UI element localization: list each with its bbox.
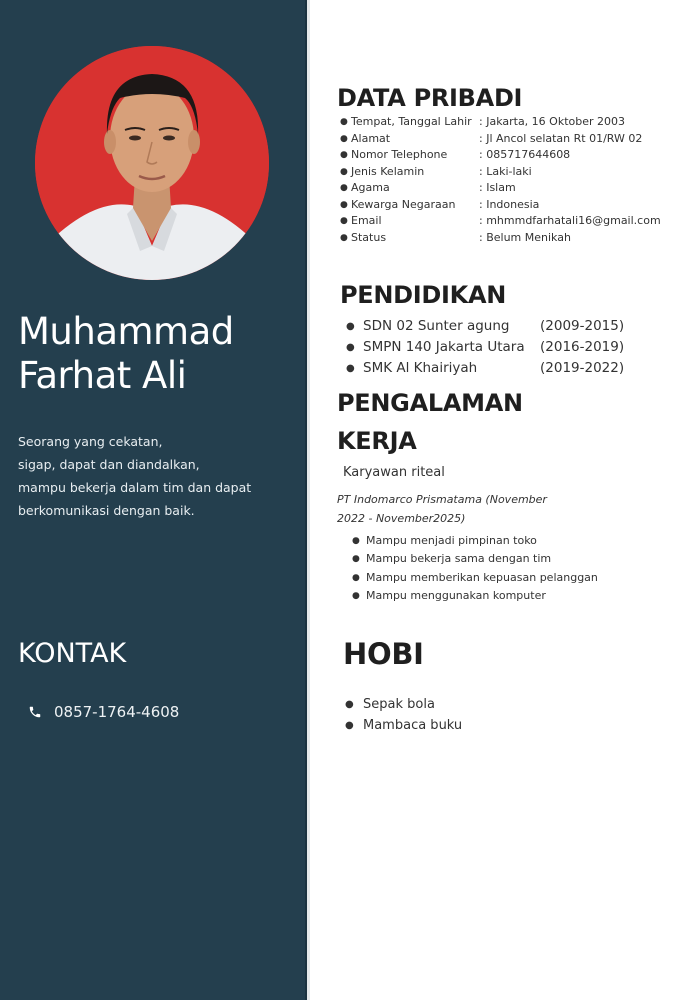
school-name: SMPN 140 Jakarta Utara [363,339,525,355]
field-value: : mhmmdfarhatali16@gmail.com [479,214,661,227]
data-pribadi-heading: DATA PRIBADI [337,84,523,112]
bullet-icon: ● [352,554,360,565]
education-item [346,337,624,358]
field-value: : 085717644608 [479,148,571,161]
phone-number: 0857-1764-4608 [54,703,180,721]
field-label: Nomor Telephone [351,148,448,161]
data-pribadi-row [340,147,661,164]
bullet-icon: ● [345,699,354,710]
skill-text: Mampu memberikan kepuasan pelanggan [366,570,598,584]
hobi-list [345,694,462,736]
hobby-text: Mambaca buku [363,718,463,733]
field-value: : Jl Ancol selatan Rt 01/RW 02 [479,131,643,145]
profile-summary [18,430,298,522]
bullet-icon: ● [352,590,360,601]
bullet-icon: ● [340,133,348,144]
data-pribadi-row [340,230,661,247]
bullet-icon: ● [345,720,354,731]
company-line-1: PT Indomarco Prismatama (November [337,493,547,506]
company-line-2: 2022 - November2025) [337,512,466,525]
sidebar [0,0,307,1000]
bullet-icon: ● [340,232,348,243]
company-info [337,490,577,528]
bullet-icon: ● [340,117,348,127]
field-label: Alamat [351,131,391,145]
skill-text: Mampu bekerja sama dengan tim [366,552,552,566]
skill-text: Mampu menggunakan komputer [366,588,546,602]
hobby-text: Sepak bola [363,697,435,712]
bullet-icon: ● [352,536,360,546]
bullet-icon: ● [340,166,348,177]
school-name: SMK Al Khairiyah [363,360,478,376]
kontak-phone [28,703,179,721]
school-years: (2016-2019) [540,339,625,355]
field-value: : Indonesia [479,197,540,211]
school-years: (2019-2022) [540,360,625,376]
pendidikan-heading: PENDIDIKAN [340,281,507,309]
field-value: : Belum Menikah [479,230,571,244]
field-label: Jenis Kelamin [351,164,425,178]
profile-photo [35,46,269,280]
summary-line: sigap, dapat dan diandalkan, [18,457,200,472]
skill-item [352,587,598,605]
field-value: : Laki-laki [479,164,532,178]
field-label: Status [351,230,387,244]
pendidikan-list [346,316,624,379]
bullet-icon: ● [346,342,355,353]
page-divider [307,0,310,1000]
summary-line: berkomunikasi dengan baik. [18,503,195,518]
name-line-2: Farhat Ali [18,354,187,397]
field-value: : Islam [479,181,516,194]
field-label: Kewarga Negaraan [351,197,456,211]
school-name: SDN 02 Sunter agung [363,318,510,334]
pengalaman-heading-line-1: PENGALAMAN [337,389,523,417]
hobby-item [345,715,462,736]
full-name [18,310,298,398]
bullet-icon: ● [340,199,348,210]
hobby-item [345,694,462,715]
job-skill-list [352,532,598,605]
summary-line: Seorang yang cekatan, [18,434,163,449]
phone-icon [28,705,42,719]
skill-item [352,550,598,568]
bullet-icon: ● [340,216,348,226]
field-value: : Jakarta, 16 Oktober 2003 [479,115,626,128]
pengalaman-heading-line-2: KERJA [337,427,417,455]
bullet-icon: ● [346,321,355,332]
summary-line: mampu bekerja dalam tim dan dapat [18,480,252,495]
job-title: Karyawan riteal [343,465,445,480]
field-label: Agama [351,181,390,194]
bullet-icon: ● [340,183,348,193]
data-pribadi-row [340,180,661,197]
education-item [346,316,624,337]
education-item [346,358,624,379]
data-pribadi-row [340,114,661,131]
kontak-heading: KONTAK [18,638,127,669]
bullet-icon: ● [346,363,355,374]
data-pribadi-row [340,131,661,148]
skill-text: Mampu menjadi pimpinan toko [366,534,537,547]
data-pribadi-row [340,197,661,214]
data-pribadi-list [340,114,661,246]
profile-photo-illustration [35,46,269,280]
field-label: Tempat, Tanggal Lahir [351,115,472,128]
bullet-icon: ● [352,572,360,583]
data-pribadi-row [340,213,661,230]
skill-item [352,532,598,550]
pengalaman-heading [337,384,523,460]
field-label: Email [351,214,382,227]
bullet-icon: ● [340,150,348,160]
skill-item [352,569,598,587]
name-line-1: Muhammad [18,310,234,353]
data-pribadi-row [340,164,661,181]
school-years: (2009-2015) [540,318,625,334]
hobi-heading: HOBI [343,637,424,671]
